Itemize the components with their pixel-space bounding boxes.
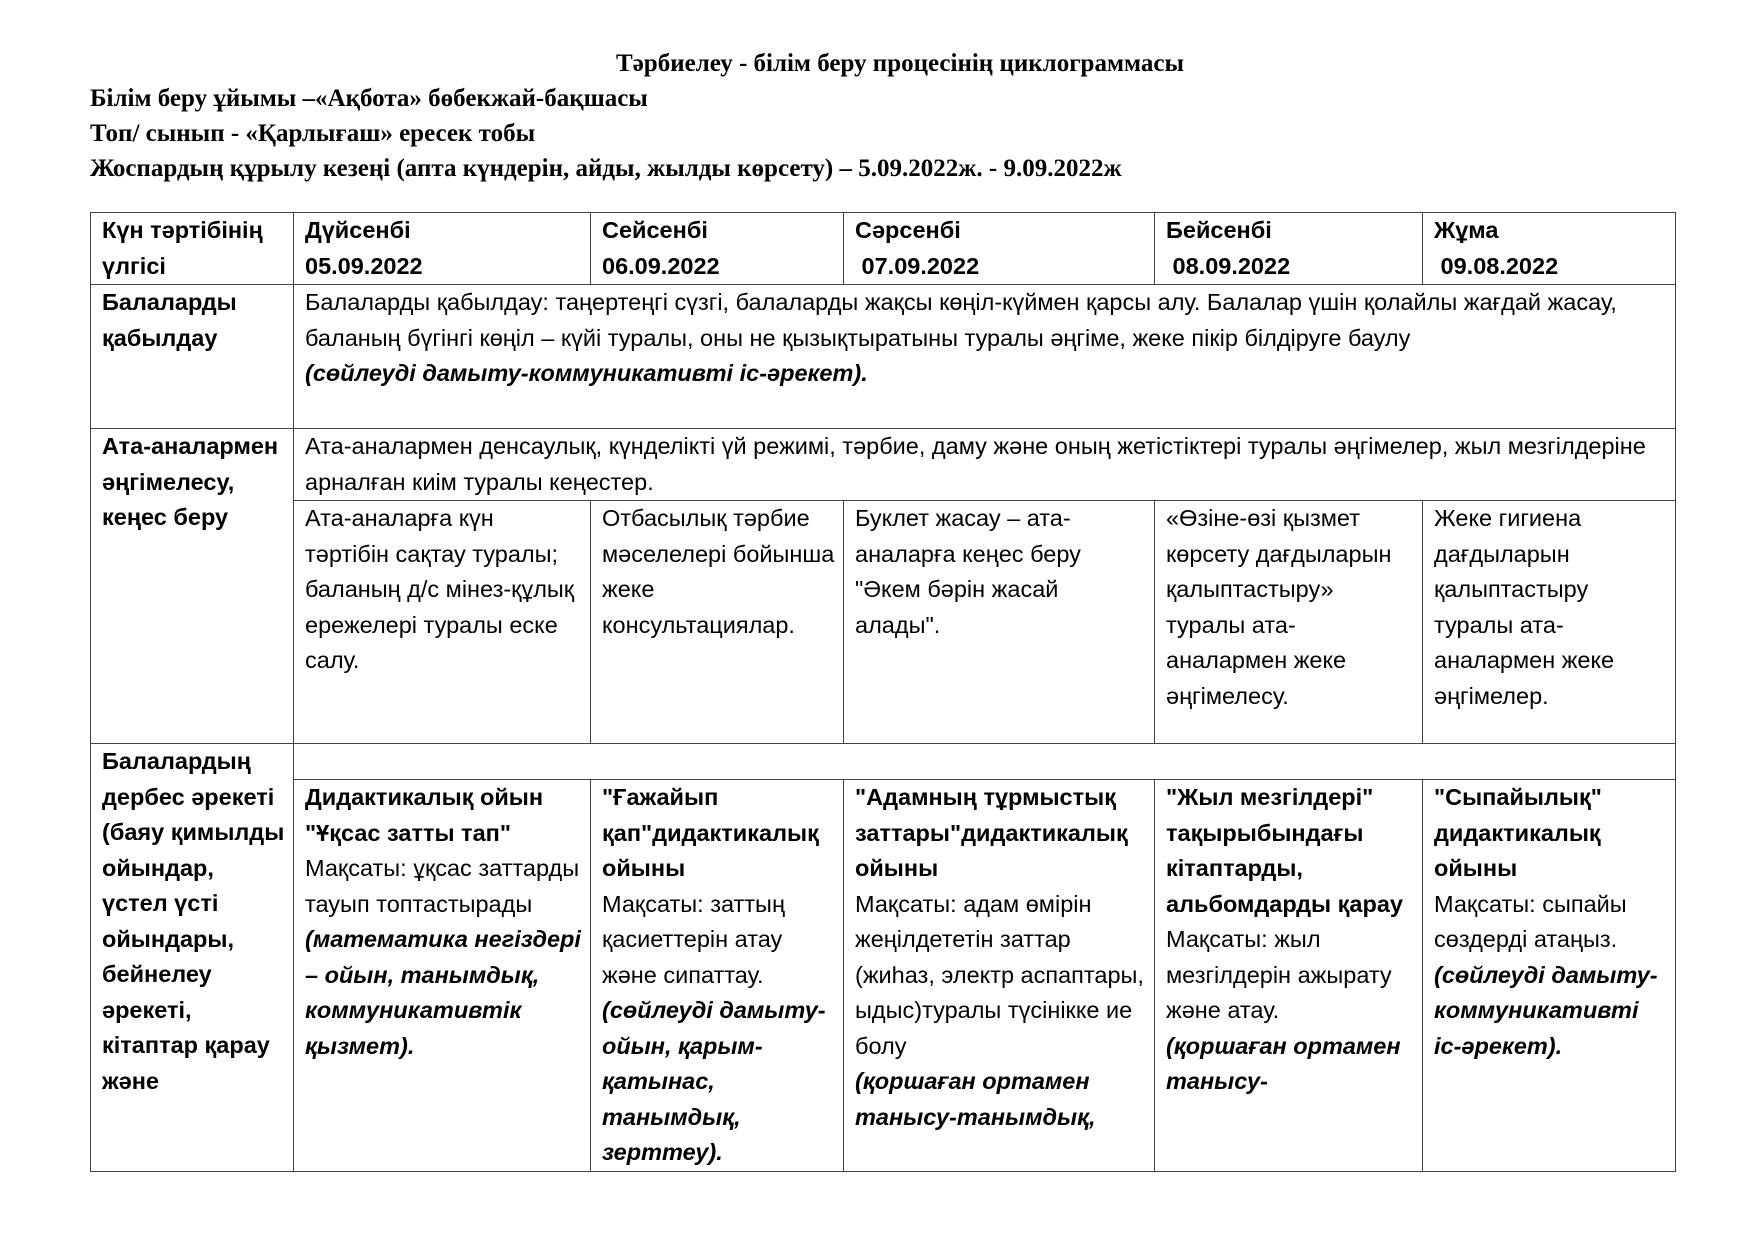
- activity-empty-cell: [294, 744, 1676, 780]
- parents-label: Ата-аналармен әңгімелесу, кеңес беру: [91, 429, 294, 744]
- day-header-thursday: Бейсенбі 08.09.2022: [1155, 213, 1423, 285]
- day-header-wednesday: Сәрсенбі 07.09.2022: [844, 213, 1155, 285]
- reception-label: Балаларды қабылдау: [91, 285, 294, 429]
- header-row: [91, 213, 1676, 285]
- activity-days-row: [91, 780, 1676, 1172]
- activity-thursday: "Жыл мезгілдері" тақырыбындағы кітаптарды, альбомдарды қарау Мақсаты: жыл мезгілдерін ажырату және атау. (қоршаған ортамен танысу-: [1155, 780, 1423, 1172]
- schedule-column-header: Күн тәртібінің үлгісі: [91, 213, 294, 285]
- group-line: Топ/ сынып - «Қарлығаш» ересек тобы: [90, 120, 536, 147]
- reception-activity-note: (сөйлеуді дамыту-коммуникативті іс-әрекет).: [305, 360, 868, 386]
- organization-line: Білім беру ұйымы –«Ақбота» бөбекжай-бақшасы: [90, 85, 648, 112]
- activity-label: Балалардың дербес әрекеті (баяу қимылды ойындар, үстел үсті ойындары, бейнелеу әрекеті, кітаптар қарау және: [91, 744, 294, 1172]
- activity-wednesday: "Адамның тұрмыстық заттары"дидактикалық ойыны Мақсаты: адам өмірін жеңілдететін заттар (жиһаз, электр аспаптары, ыдыс)туралы түсінікке ие болу (қоршаған ортамен танысу-танымдық,: [844, 780, 1155, 1172]
- cyclogram-table: [90, 212, 1676, 1172]
- parents-days-row: [91, 501, 1676, 744]
- day-header-tuesday: Сейсенбі 06.09.2022: [591, 213, 844, 285]
- day-header-friday: Жұма 09.08.2022: [1423, 213, 1676, 285]
- parents-monday: Ата-аналарға күн тәртібін сақтау туралы; баланың д/с мінез-құлық ережелері туралы еске салу.: [294, 501, 591, 744]
- activity-friday: "Сыпайылық" дидактикалық ойыны Мақсаты: сыпайы сөздерді атаңыз. (сөйлеуді дамыту-коммуникативті іс-әрекет).: [1423, 780, 1676, 1172]
- parents-common-text: Ата-аналармен денсаулық, күнделікті үй режимі, тәрбие, даму және оның жетістіктері туралы әңгімелер, жыл мезгілдеріне арналған киім туралы кеңестер.: [294, 429, 1676, 501]
- document-title: Тәрбиелеу - білім беру процесінің циклограммасы: [616, 50, 1184, 77]
- period-line: Жоспардың құрылу кезеңі (апта күндерін, айды, жылды көрсету) – 5.09.2022ж. - 9.09.2022ж: [90, 155, 1122, 182]
- parents-friday: Жеке гигиена дағдыларын қалыптастыру туралы ата-аналармен жеке әңгімелер.: [1423, 501, 1676, 744]
- reception-row: [91, 285, 1676, 429]
- day-header-monday: Дүйсенбі 05.09.2022: [294, 213, 591, 285]
- parents-tuesday: Отбасылық тәрбие мәселелері бойынша жеке консультациялар.: [591, 501, 844, 744]
- document-header: [90, 46, 1710, 186]
- activity-tuesday: "Ғажайып қап"дидактикалық ойыны Мақсаты: заттың қасиеттерін атау және сипаттау. (сөйлеуді дамыту-ойын, қарым-қатынас, танымдық, зерттеу).: [591, 780, 844, 1172]
- activity-spacer-row: [91, 744, 1676, 780]
- reception-text: Балаларды қабылдау: таңертеңгі сүзгі, балаларды жақсы көңіл-күймен қарсы алу. Балалар үшін қолайлы жағдай жасау, баланың бүгінгі көңіл – күйі туралы, оны не қызықтыратыны туралы әңгіме, жеке пікір білдіруге баулу (сөйлеуді дамыту-коммуникативті іс-әрекет).: [294, 285, 1676, 429]
- parents-wednesday: Буклет жасау – ата-аналарға кеңес беру "Әкем бәрін жасай алады".: [844, 501, 1155, 744]
- parents-common-row: [91, 429, 1676, 501]
- activity-monday: Дидактикалық ойын "Ұқсас затты тап" Мақсаты: ұқсас заттарды тауып топтастырады (математика негіздері – ойын, танымдық, коммуникативтік қызмет).: [294, 780, 591, 1172]
- parents-thursday: «Өзіне-өзі қызмет көрсету дағдыларын қалыптастыру» туралы ата-аналармен жеке әңгімелесу.: [1155, 501, 1423, 744]
